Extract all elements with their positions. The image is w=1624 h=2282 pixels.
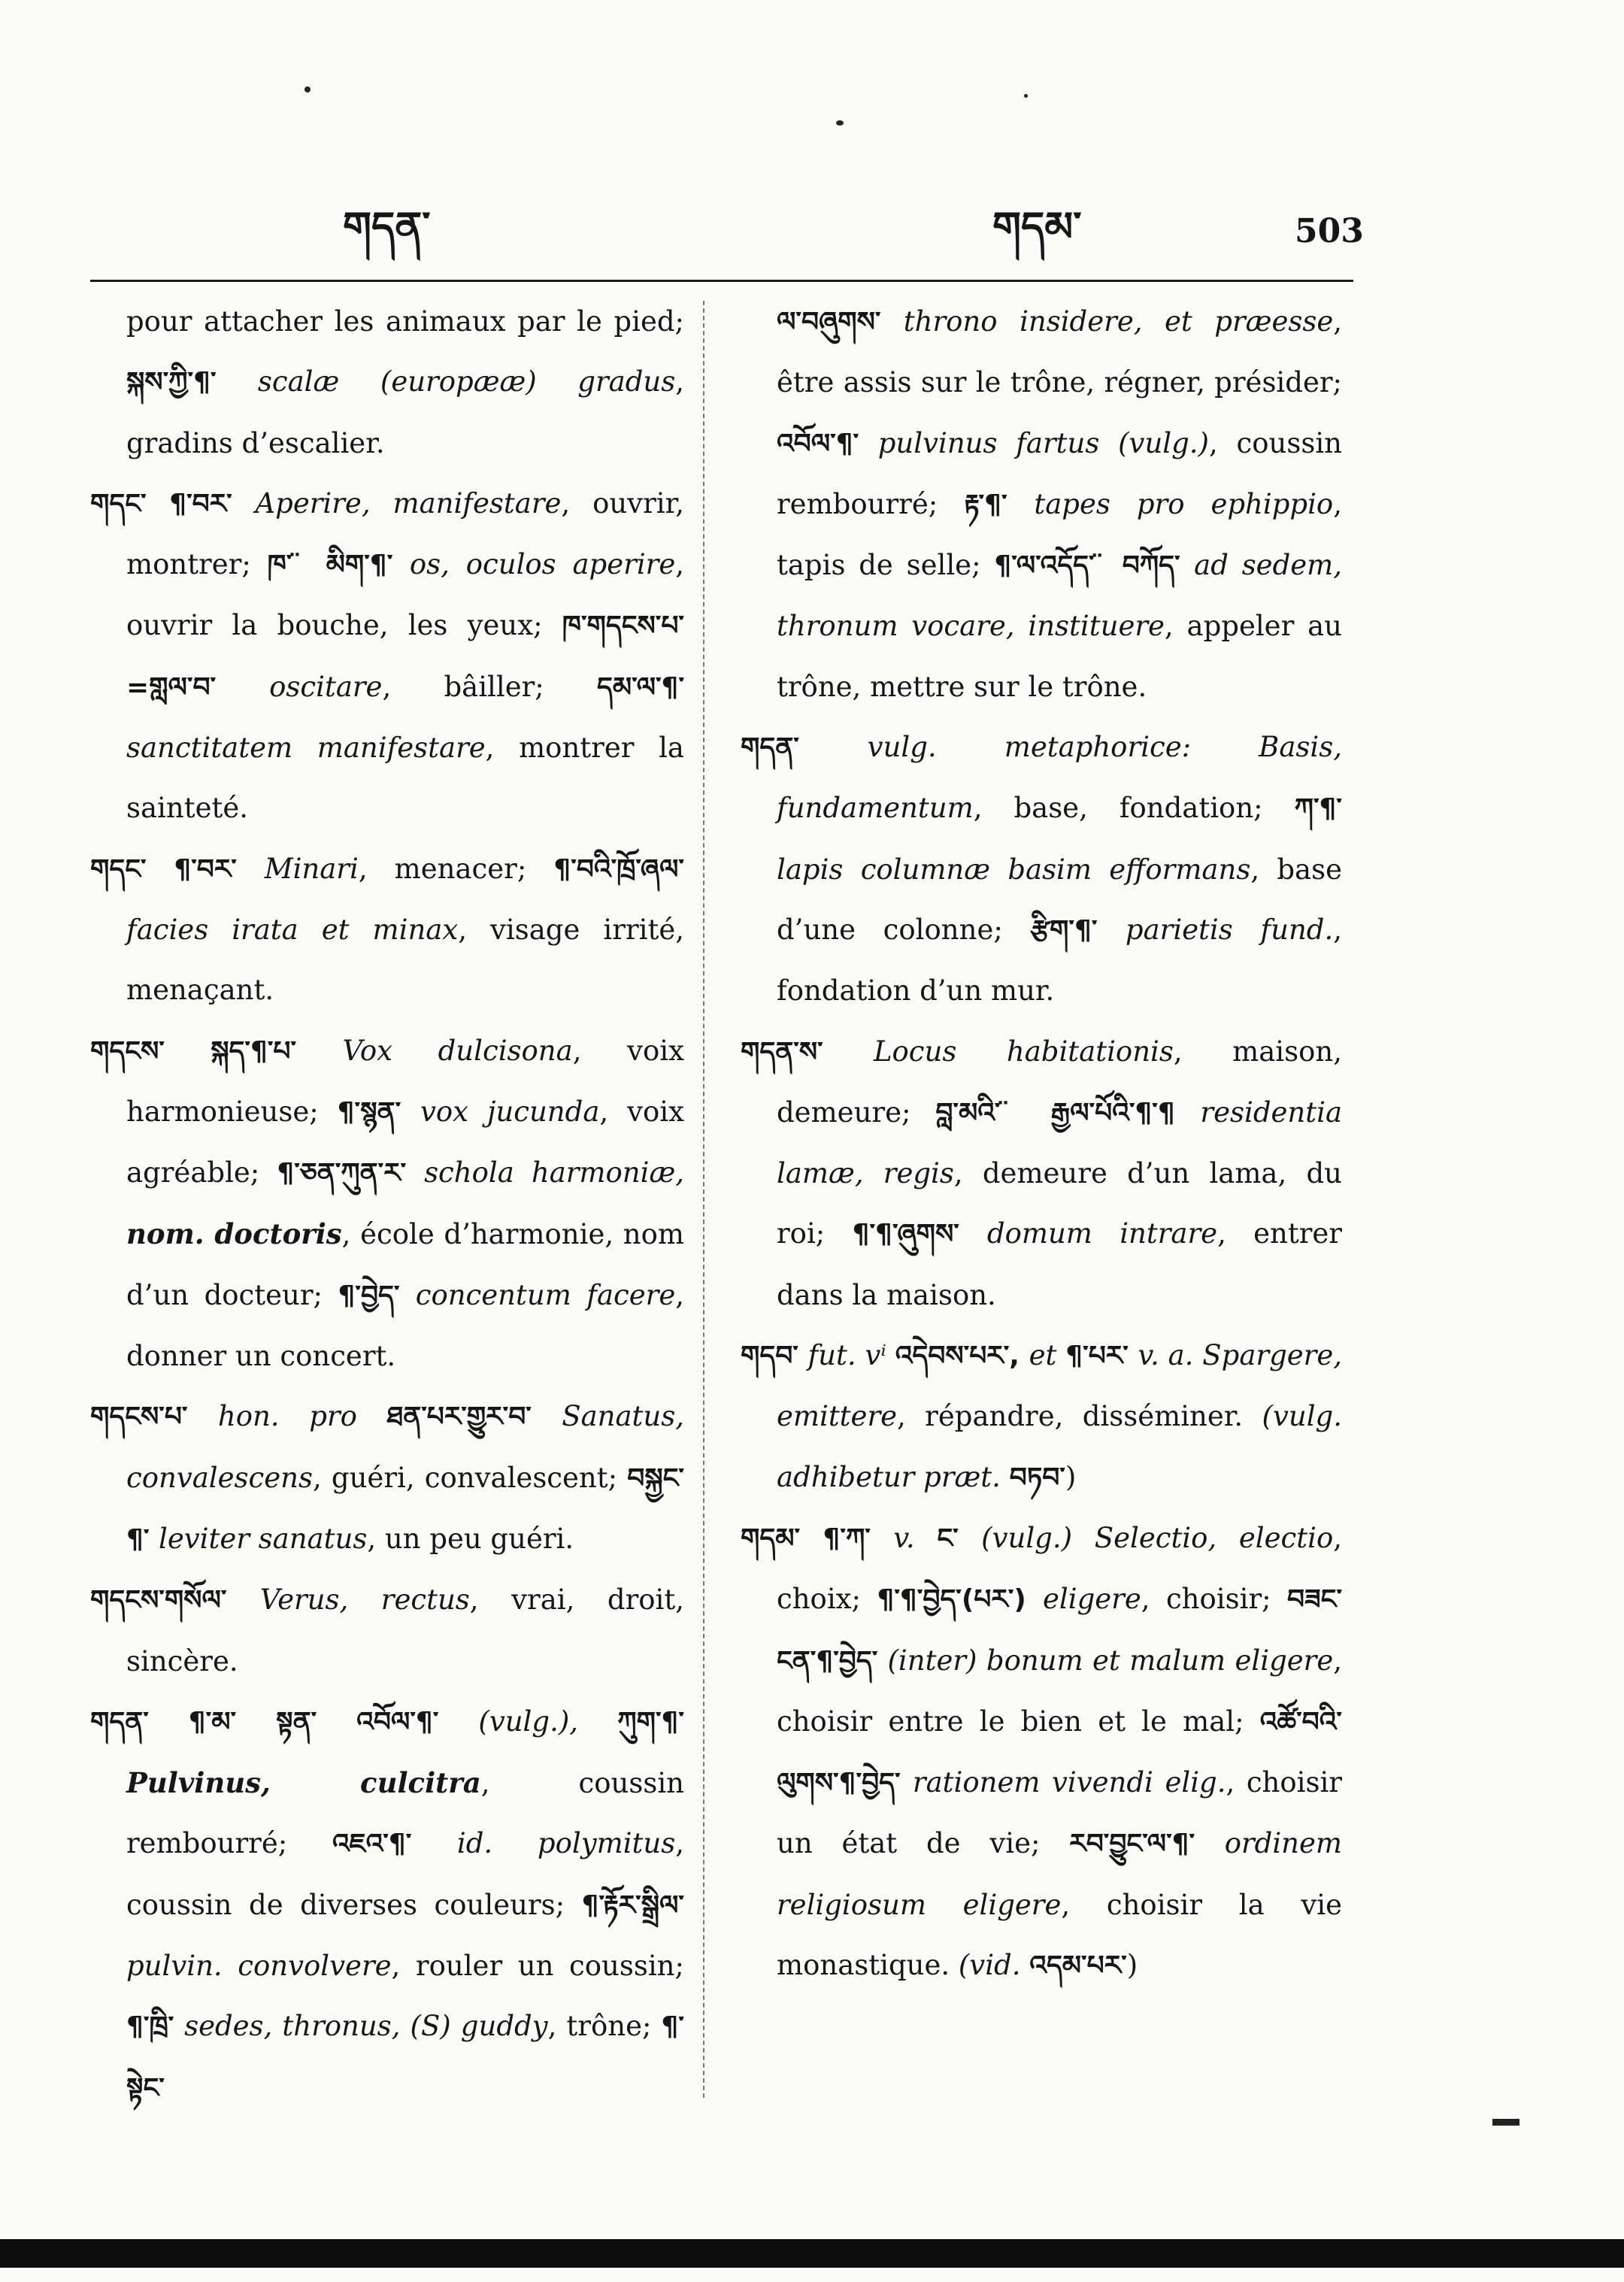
french-text: , donner un concert. [126, 1278, 685, 1373]
french-text: , ouvrir la bouche, les yeux; [126, 548, 685, 642]
french-text: , maison, demeure; [777, 1035, 1343, 1129]
latin-gloss: (inter) bonum et malum eligere [887, 1644, 1334, 1677]
tibetan-term: རབ་བྱུང་ལ་¶་ [1069, 1829, 1225, 1860]
french-text: , gradins d’escalier. [126, 365, 684, 459]
header-rule [90, 280, 1353, 282]
tibetan-term: འདེབས་པར་, [895, 1341, 1029, 1372]
french-text: , vrai, droit, sincère. [126, 1583, 684, 1677]
latin-gloss: parietis fund. [1125, 913, 1334, 946]
tibetan-term: འདམ་པར་ [1029, 1950, 1127, 1982]
tibetan-term: ང་ [937, 1523, 982, 1554]
tibetan-term: བསྐྱང་¶་ [126, 1462, 684, 1555]
latin-gloss: et [1029, 1339, 1066, 1372]
latin-gloss: fut. vⁱ [807, 1339, 895, 1372]
tibetan-term: གདངས་ སྐད་¶་པ་ [90, 1035, 343, 1067]
running-head-right: གདམ་ [992, 203, 1082, 250]
tibetan-term: གདན་ས་ [741, 1036, 874, 1068]
tibetan-term: གདངས་གསོལ་ [90, 1585, 260, 1617]
french-text: , montrer la sainteté. [126, 732, 684, 825]
french-text: , coussin de diverses couleurs; [126, 1827, 684, 1921]
tibetan-term: ¶་རྟོར་སྒྲིལ་ [581, 1890, 684, 1921]
french-text: , choisir entre le bien et le mal; [777, 1644, 1342, 1738]
tibetan-term: འཇའ་¶་ [332, 1829, 457, 1860]
french-text: pour attacher les animaux par le pied; [126, 305, 684, 338]
latin-gloss: lapis columnæ basim efformans [777, 853, 1251, 886]
running-head-left: གདན་ [343, 203, 431, 250]
tibetan-term: གདབ་ [741, 1341, 808, 1372]
tibetan-term: གདན་ [741, 732, 868, 764]
left-column [90, 292, 684, 2119]
french-text: , coussin rembourré; [777, 426, 1342, 520]
french-text: , coussin rembourré; [126, 1767, 684, 1860]
latin-gloss: Aperire, manifestare [255, 486, 562, 520]
dictionary-entry-continued [90, 292, 684, 474]
tibetan-term: ¶་སྙན་ [337, 1096, 420, 1128]
french-text: , voix agréable; [126, 1095, 685, 1189]
dictionary-entry [741, 1508, 1342, 1996]
tibetan-term: ¶་སྟེང་ [126, 2011, 684, 2104]
latin-gloss-bold: Pulvinus, culcitra [126, 1766, 481, 1800]
tibetan-term: དམ་ལ་¶་ [596, 671, 685, 703]
dictionary-entry [90, 1692, 684, 2119]
french-text: , demeure d’un lama, du roi; [777, 1157, 1342, 1250]
french-text: , répandre, disséminer. [897, 1400, 1262, 1433]
latin-gloss: residentia lamæ, regis [777, 1096, 1342, 1190]
latin-gloss: pulvin. convolvere [126, 1950, 392, 1983]
tibetan-term: ཐན་པར་གྱུར་བ་ [386, 1402, 562, 1433]
tibetan-term: གདང་ ¶་བར་ [90, 853, 265, 885]
tibetan-term: གདམ་ ¶་ཀ་ [741, 1523, 894, 1554]
tibetan-term: སྐས་ཀྱི་¶་ [126, 367, 258, 399]
tibetan-term: ¶་བྱེད་ [338, 1280, 416, 1311]
dictionary-entry [741, 1326, 1342, 1508]
latin-gloss: concentum facere [415, 1278, 676, 1311]
french-text: , choix; [777, 1521, 1342, 1616]
tibetan-term: གདངས་པ་ [90, 1402, 218, 1433]
dictionary-entry-continued [741, 292, 1342, 717]
latin-gloss: facies irata et minax [126, 913, 459, 946]
tibetan-term: བླ་མའི་ ̈ རྒྱལ་པོའི་¶་¶ [935, 1097, 1201, 1129]
latin-gloss: id. polymitus [456, 1827, 676, 1860]
latin-gloss: os, oculos aperire [409, 548, 676, 581]
tibetan-term: གདང་ ¶་བར་ [90, 488, 256, 520]
french-text: , choisir; [1141, 1583, 1288, 1616]
tibetan-term: ¶་པར་ [1065, 1341, 1138, 1372]
right-column [741, 292, 1342, 1996]
french-text: , guéri, convalescent; [312, 1461, 628, 1494]
french-text: , fondation d’un mur. [777, 913, 1342, 1008]
latin-gloss: v. a. Spargere, emittere [777, 1339, 1343, 1433]
latin-gloss: tapes pro ephippio [1034, 487, 1334, 520]
tibetan-term: ¶་ཁྲི་ [126, 2011, 185, 2043]
tibetan-term: ¶་¶་ཞུགས་ [852, 1219, 987, 1250]
latin-gloss: (vulg.) Selectio, electio [981, 1521, 1334, 1554]
latin-gloss: Vox dulcisona [342, 1034, 573, 1067]
latin-gloss: (vid. [958, 1949, 1030, 1982]
french-text: , appeler au trône, mettre sur le trône. [777, 610, 1342, 703]
french-text: , visage irrité, menaçant. [126, 913, 684, 1007]
ink-speck [1024, 94, 1028, 98]
page-number: 503 [1295, 212, 1364, 250]
latin-gloss: pulvinus fartus (vulg.) [877, 426, 1209, 459]
french-text: , ouvrir, montrer; [126, 486, 684, 581]
french-text: ) [1126, 1949, 1138, 1982]
french-text: , rouler un coussin; [391, 1950, 684, 1983]
margin-mark [1492, 2119, 1519, 2126]
french-text: , un peu guéri. [367, 1522, 574, 1555]
ink-speck [836, 120, 844, 126]
latin-gloss: sanctitatem manifestare [126, 732, 486, 765]
french-text: , école d’harmonie, nom d’un docteur; [126, 1218, 684, 1311]
tibetan-term: ཁ་གདངས་པ་=གླལ་བ་ [126, 611, 684, 703]
latin-gloss: throno insidere, et præesse [903, 305, 1334, 338]
latin-gloss: v. [893, 1521, 938, 1554]
french-text: , entrer dans la maison. [777, 1217, 1342, 1311]
latin-gloss: sedes, thronus, (S) guddy [184, 2010, 548, 2043]
dictionary-entry [741, 1022, 1342, 1326]
french-text: , voix harmonieuse; [126, 1034, 684, 1128]
latin-gloss: Minari [264, 852, 359, 885]
tibetan-term: འཚོ་བའི་ལུགས་¶་བྱེད་ [777, 1706, 1342, 1799]
latin-gloss: eligere [1043, 1583, 1141, 1616]
tibetan-term: ¶་བའི་ཁྲོ་ཞལ་ [553, 853, 684, 885]
latin-gloss: hon. pro [217, 1400, 387, 1433]
tibetan-term: ཀུག་¶་ [617, 1706, 684, 1738]
tibetan-term: ཀ་¶་ [1294, 793, 1342, 825]
french-text: , tapis de selle; [777, 487, 1342, 582]
dictionary-entry [90, 1570, 684, 1692]
tibetan-term: བཏབ་ [1009, 1462, 1065, 1493]
dictionary-entry [90, 839, 684, 1021]
tibetan-term: གདན་ ¶་མ་ སྟན་ འབོལ་¶་ [90, 1706, 479, 1738]
french-text: , menacer; [358, 852, 554, 885]
latin-gloss: Locus habitationis [873, 1035, 1174, 1068]
scan-edge-bar [0, 2239, 1624, 2268]
latin-gloss: oscitare [269, 670, 383, 703]
latin-gloss: (vulg. adhibetur præt. [777, 1400, 1342, 1493]
latin-gloss: vox jucunda [420, 1095, 600, 1128]
tibetan-term: རྟ་¶་ [964, 489, 1035, 520]
latin-gloss: ad sedem, thronum vocare, instituere [777, 549, 1343, 643]
latin-gloss: scalæ (europææ) gradus [257, 365, 676, 399]
dictionary-entry [90, 1021, 684, 1387]
tibetan-term: ལ་བཞུགས་ [777, 307, 904, 338]
french-text: , être assis sur le trône, régner, présider; [777, 305, 1342, 399]
latin-gloss-bold: nom. doctoris [126, 1217, 342, 1251]
latin-gloss: domum intrare [986, 1217, 1218, 1250]
french-text: , trône; [547, 2010, 662, 2043]
french-text: ) [1065, 1460, 1077, 1493]
french-text: , choisir un état de vie; [777, 1766, 1342, 1860]
tibetan-term: བཟང་ངན་¶་བྱེད་ [777, 1584, 1343, 1677]
tibetan-term: ཁ་ ̈ མིག་¶་ [267, 550, 410, 581]
french-text: , choisir la vie monastique. [777, 1888, 1342, 1982]
latin-gloss: ordinem religiosum eligere [777, 1827, 1342, 1921]
dictionary-entry [90, 474, 684, 839]
latin-gloss: (vulg.), [478, 1705, 618, 1738]
latin-gloss: Verus, rectus [259, 1583, 470, 1617]
tibetan-term: ¶་¶་བྱེད་(པར་) [877, 1584, 1044, 1616]
dictionary-entry [741, 717, 1342, 1021]
column-divider [703, 301, 704, 2098]
french-text: , base d’une colonne; [777, 853, 1342, 946]
latin-gloss: leviter sanatus [159, 1522, 368, 1555]
tibetan-term: རྩིག་¶་ [1030, 914, 1126, 946]
tibetan-term: འབོལ་¶་ [777, 428, 878, 459]
latin-gloss: Sanatus, convalescens [126, 1400, 684, 1494]
dictionary-entry [90, 1386, 684, 1570]
latin-gloss: schola harmoniæ, [424, 1156, 684, 1189]
ink-speck [304, 86, 311, 92]
french-text: , base, fondation; [973, 792, 1295, 825]
french-text: , bâiller; [382, 670, 597, 703]
tibetan-term: ¶་ཅན་ཀུན་ར་ [277, 1158, 425, 1189]
tibetan-term: ¶་ལ་འདོད་ ̈ བཀོད་ [994, 550, 1195, 582]
latin-gloss: vulg. metaphorice: Basis, fundamentum [777, 731, 1342, 825]
latin-gloss: rationem vivendi elig. [912, 1766, 1226, 1799]
